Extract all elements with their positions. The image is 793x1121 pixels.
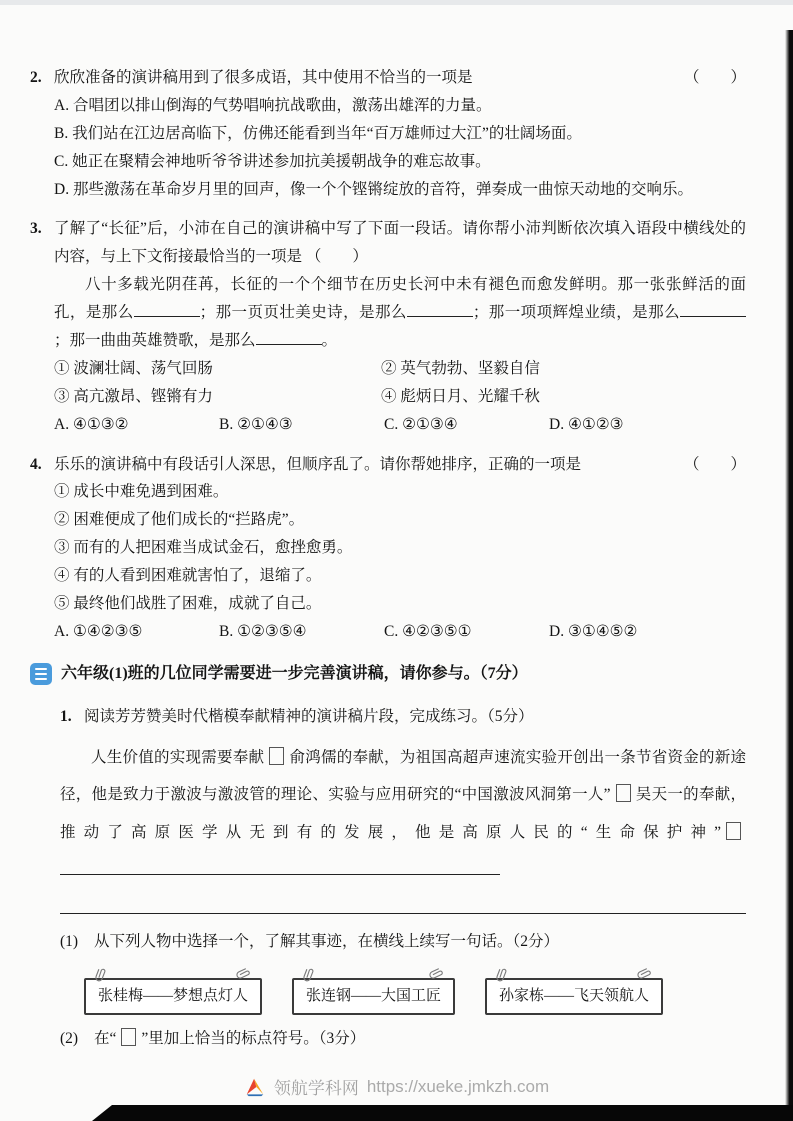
person-tag: [292, 978, 455, 1015]
question-3-option-c: C. ②①③④: [384, 415, 458, 433]
question-3-item-4: ④ 彪炳日月、光耀千秋: [381, 387, 540, 405]
question-2-answer-bracket: （ ）: [683, 69, 746, 86]
question-4-option-d: D. ③①④⑤②: [549, 622, 638, 640]
footer-url: https://xueke.jmkzh.com: [366, 1076, 550, 1096]
question-4-option-b: B. ①②③⑤④: [219, 622, 307, 640]
question-2-option-a: A. 合唱团以排山倒海的气势唱响抗战歌曲，激荡出雄浑的力量。: [54, 96, 492, 114]
paragraph-segment: 八十多载光阴荏苒，长征的一个个细节在历史长河中未有褪色而愈发鲜明。那一张张鲜活的面孔，是那么: [54, 276, 746, 322]
section-marker-bar: [35, 678, 47, 680]
question-3-option-a: A. ④①③②: [54, 415, 129, 433]
worksheet-content: [30, 64, 746, 1053]
question-3-item-1: ① 波澜壮阔、荡气回肠: [54, 359, 213, 377]
question-3-item-2: ② 英气勃勃、坚毅自信: [381, 359, 540, 377]
paperclip-icon: [427, 965, 448, 986]
question-2-stem: 欣欣准备的演讲稿用到了很多成语，其中使用不恰当的一项是: [54, 69, 473, 86]
question-2: [30, 64, 746, 203]
paperclip-icon: [635, 965, 656, 986]
question-4-item-1: ① 成长中难免遇到困难。: [54, 483, 229, 501]
question-3-options: [54, 411, 746, 439]
question-3-item-3: ③ 高亢激昂、铿锵有力: [54, 387, 213, 405]
sub-question-1-1-text: 从下列人物中选择一个，了解其事迹，在横线上续写一句话。（2分）: [94, 933, 560, 951]
question-2-number: 2.: [30, 69, 42, 86]
sub-question-1-2-suffix: ”里加上恰当的标点符号。（3分）: [141, 1029, 366, 1047]
question-4-item-2: ② 困难便成了他们成长的“拦路虎”。: [54, 511, 305, 529]
speech-segment: 人生价值的实现需要奉献: [91, 748, 265, 766]
punctuation-box: [269, 747, 284, 765]
question-4-item-3: ③ 而有的人把困难当成试金石，愈挫愈勇。: [54, 539, 353, 557]
question-4-number: 4.: [30, 455, 42, 473]
question-3-option-d: D. ④①②③: [549, 415, 624, 433]
person-tag-label: 张桂梅——梦想点灯人: [98, 987, 249, 1004]
question-4-answer-bracket: （ ）: [683, 455, 746, 473]
question-4-stem: 乐乐的演讲稿中有段话引人深思，但顺序乱了。请你帮她排序，正确的一项是: [54, 455, 582, 473]
answer-blank-line: [60, 892, 746, 914]
question-4-item-4: ④ 有的人看到困难就害怕了，退缩了。: [54, 567, 322, 585]
question-4-option-a: A. ①④②③⑤: [54, 622, 143, 640]
question-2-option-d: D. 那些激荡在革命岁月里的回声，像一个个铿锵绽放的音符，弹奏成一曲惊天动地的交响乐。: [54, 180, 693, 198]
sub-question-1-2-prefix: 在“: [94, 1029, 117, 1047]
punctuation-box: [121, 1028, 136, 1046]
sub-question-1-number: 1.: [60, 707, 72, 725]
question-4-item-5: ⑤ 最终他们战胜了困难，成就了自己。: [54, 595, 322, 613]
person-tag-label: 孙家栋——飞天领航人: [499, 987, 650, 1004]
paragraph-segment: ；那一项项辉煌业绩，是那么: [472, 304, 680, 322]
punctuation-box: [726, 822, 741, 840]
footer-watermark: [0, 1074, 793, 1099]
question-3-stem: 了解了“长征”后，小沛在自己的演讲稿中写了下面一段话。请你帮小沛判断依次填入语段中横线处的内容，与上下文衔接最恰当的一项是: [54, 220, 746, 266]
person-tag: [84, 978, 262, 1015]
paragraph-segment: ；那一曲曲英雄赞歌，是那么: [54, 332, 256, 350]
punctuation-box: [616, 784, 631, 802]
question-2-option-c: C. 她正在聚精会神地听爷爷讲述参加抗美援朝战争的难忘故事。: [54, 152, 491, 170]
section-marker-bar: [35, 673, 47, 675]
answer-blank: [256, 329, 322, 345]
person-tag: [485, 978, 663, 1015]
section-marker-bar: [35, 668, 47, 670]
speech-segment: 俞鸿儒的奉献，为祖国高超声速流实验开创出一条节省资金的新途径，他是致力于激波与激波管的理论、实验与应用研究的“中国激波风洞第一人”: [60, 748, 746, 804]
paperclip-icon: [91, 964, 112, 985]
question-4-items: [54, 478, 746, 617]
sub-question-1-1: [60, 928, 746, 956]
footer-site-name: 领航学科网: [273, 1079, 359, 1098]
section-3-header: [30, 660, 746, 689]
paperclip-icon: [299, 964, 320, 985]
scan-edge-bottom: [92, 1105, 793, 1121]
person-tag-label: 张连钢——大国工匠: [306, 987, 442, 1004]
sub-question-1-2-label: (2): [60, 1029, 79, 1047]
question-3-paragraph: [54, 271, 746, 355]
question-3-items-row-1: [54, 355, 746, 383]
speech-draft-paragraph: [60, 739, 746, 891]
sub-question-1-2: [60, 1025, 746, 1053]
question-3-number: 3.: [30, 220, 42, 238]
answer-blank: [680, 301, 746, 317]
section-marker-icon: [30, 663, 52, 685]
question-3-answer-bracket: （ ）: [305, 248, 368, 266]
paperclip-icon: [492, 964, 513, 985]
paragraph-segment: 。: [321, 332, 338, 350]
question-4-options: [54, 618, 746, 646]
person-tags-row: [84, 978, 746, 1015]
answer-blank: [134, 301, 200, 317]
question-4: [30, 451, 746, 646]
question-3: [30, 215, 746, 438]
question-3-items-row-2: [54, 383, 746, 411]
section-3-sub-question-1: [60, 703, 746, 1053]
question-2-option-b: B. 我们站在江边居高临下，仿佛还能看到当年“百万雄师过大江”的壮阔场面。: [54, 124, 582, 142]
question-3-option-b: B. ②①④③: [219, 415, 293, 433]
paragraph-segment: ；那一页页壮美史诗，是那么: [199, 304, 407, 322]
paperclip-icon: [234, 965, 255, 986]
sub-question-1-1-label: (1): [60, 933, 79, 951]
sub-question-1-stem: 阅读芳芳赞美时代楷模奉献精神的演讲稿片段，完成练习。（5分）: [84, 707, 534, 725]
scan-edge-right: [785, 30, 793, 1121]
question-4-option-c: C. ④②③⑤①: [384, 622, 472, 640]
speech-segment: 吴天一的奉献，推动了高原医学从无到有的发展，他是高原人民的“生命保护神”: [60, 786, 746, 842]
question-2-options: [54, 92, 746, 204]
answer-blank: [60, 860, 500, 876]
answer-blank: [407, 301, 473, 317]
scan-edge-top: [0, 0, 793, 5]
section-3-title: 六年级(1)班的几位同学需要进一步完善演讲稿，请你参与。（7分）: [61, 664, 528, 682]
site-logo-icon: [244, 1076, 266, 1098]
